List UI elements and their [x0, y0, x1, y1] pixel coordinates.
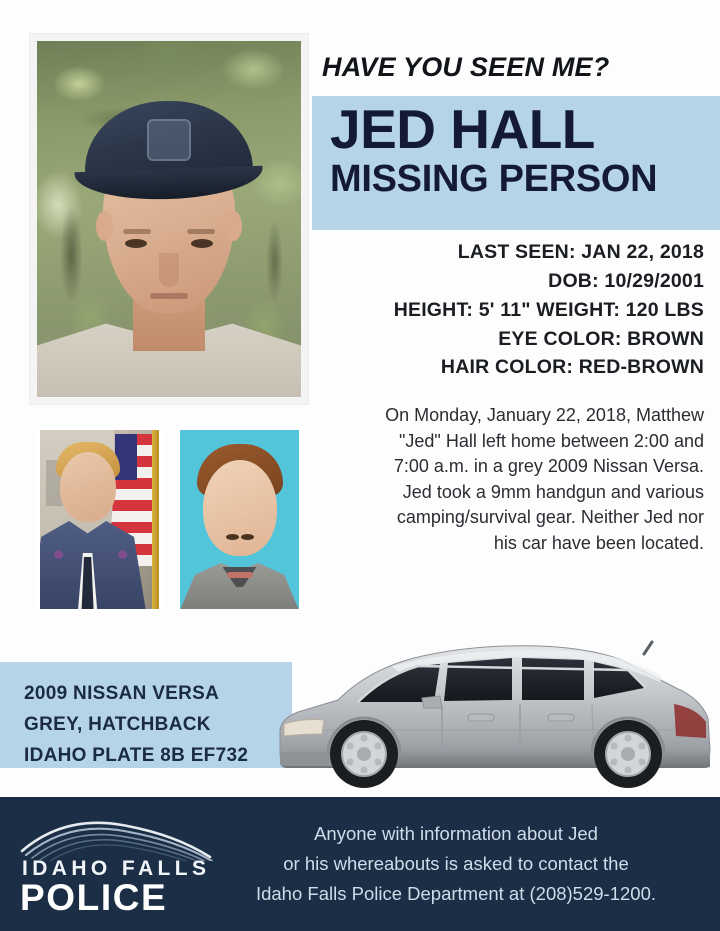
subject-nose [159, 253, 179, 287]
flag-pole [152, 430, 159, 609]
case-narrative: On Monday, January 22, 2018, Matthew "Jed" Hall left home between 2:00 and 7:00 a.m. in a grey 2009 Nissan Versa. Jed took a 9mm handgun and various camping/survival gear. Neither Jed nor his car have been located. [385, 405, 704, 553]
subject-ear-right [225, 211, 242, 241]
logo-text-idaho-falls: IDAHO FALLS [22, 857, 211, 880]
vehicle-color-body: GREY, HATCHBACK [24, 713, 211, 735]
subject-ear-left [96, 211, 113, 241]
id-head [203, 460, 277, 556]
detail-dob: DOB: 10/29/2001 [548, 269, 704, 292]
cadet-insignia-right [118, 550, 127, 559]
name-banner [312, 96, 720, 230]
subject-eye-left [125, 239, 147, 248]
subject-details-list [284, 238, 704, 382]
cadet-head [60, 452, 116, 522]
secondary-photo-row [36, 426, 303, 613]
cadet-insignia-left [54, 550, 63, 559]
main-photo-subject-outdoors [37, 41, 301, 397]
subject-brow-left [123, 229, 151, 234]
idaho-falls-police-logo [18, 811, 214, 918]
contact-instructions [216, 819, 696, 909]
page-subtitle: MISSING PERSON [330, 158, 658, 200]
footer-bar [0, 797, 720, 931]
subject-mouth [150, 293, 188, 299]
rear-door-handle [548, 714, 574, 721]
vehicle-make-model: 2009 NISSAN VERSA [24, 683, 220, 704]
roof-antenna [644, 642, 652, 654]
headlight [284, 720, 324, 737]
vehicle-info-block [0, 662, 292, 768]
front-wheel [330, 720, 398, 788]
contact-line-3: Idaho Falls Police Department at (208)529-1200. [255, 882, 657, 904]
front-bumper [280, 752, 338, 766]
id-photo-frame [176, 426, 303, 613]
side-mirror [422, 696, 442, 708]
cap-emblem-icon [147, 119, 191, 161]
vehicle-description [24, 679, 248, 771]
contact-line-2: or his whereabouts is asked to contact the [283, 852, 629, 874]
logo-text-police: POLICE [20, 877, 168, 918]
id-eye-left [241, 534, 254, 540]
drivers-license-photo [180, 430, 299, 609]
eyebrow-headline: HAVE YOU SEEN ME? [322, 52, 610, 82]
waterfall-swoosh-icon [18, 811, 214, 861]
page-title: JED HALL [330, 98, 595, 160]
id-eye-right [226, 534, 239, 540]
vehicle-photo [272, 626, 720, 798]
rear-wheel [594, 720, 662, 788]
main-photo-frame [30, 34, 308, 404]
subject-brow-right [187, 229, 215, 234]
cadet-photo-frame [36, 426, 163, 613]
nissan-versa-hatchback-icon [272, 626, 720, 798]
id-mouth [227, 572, 253, 578]
front-door-window [444, 658, 512, 701]
front-door-handle [468, 714, 494, 721]
detail-hair-color: HAIR COLOR: RED-BROWN [440, 356, 704, 379]
cadet-uniform-photo [40, 430, 159, 609]
detail-height-weight: HEIGHT: 5' 11" WEIGHT: 120 LBS [393, 298, 704, 321]
rear-door-window [522, 658, 584, 700]
detail-last-seen: LAST SEEN: JAN 22, 2018 [457, 241, 704, 263]
detail-eye-color: EYE COLOR: BROWN [498, 327, 704, 350]
contact-line-1: Anyone with information about Jed [314, 823, 598, 844]
subject-eye-right [191, 239, 213, 248]
vehicle-license-plate: IDAHO PLATE 8B EF732 [24, 744, 249, 766]
